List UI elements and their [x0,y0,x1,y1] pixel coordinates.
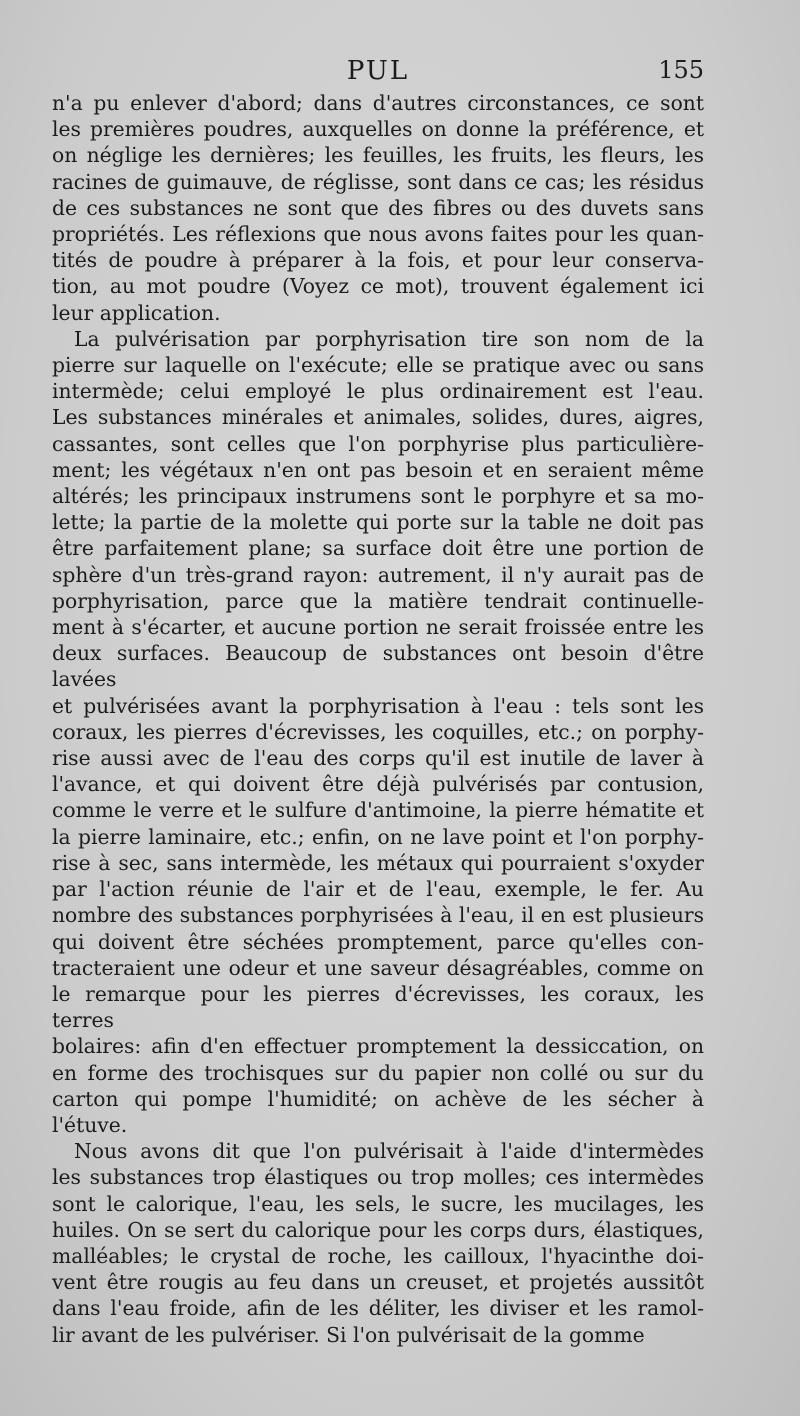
text-line: rise aussi avec de l'eau des corps qu'il est inutile de laver à [52,746,704,771]
text-line: carton qui pompe l'humidité; on achève de les sécher à [52,1086,704,1111]
text-line: tracteraient une odeur et une saveur désagréables, comme on [52,955,704,980]
text-line: racines de guimauve, de réglisse, sont dans ce cas; les résidus [52,169,704,194]
text-line: lette; la partie de la molette qui porte sur la table ne doit pas [52,510,704,535]
paragraph [52,1138,704,1348]
text-line: les premières poudres, auxquelles on donne la préférence, et [52,117,704,142]
text-line: tités de poudre à préparer à la fois, et pour leur conserva- [52,248,704,273]
text-line: vent être rougis au feu dans un creuset, et projetés aussitôt [52,1270,704,1295]
text-line: lir avant de les pulvériser. Si l'on pulvérisait de la gomme [52,1322,645,1347]
text-line: huiles. On se sert du calorique pour les corps durs, élastiques, [52,1217,704,1242]
text-line: malléables; le crystal de roche, les cailloux, l'hyacinthe doi- [52,1243,704,1268]
text-line: sont le calorique, l'eau, les sels, le sucre, les mucilages, les [52,1191,704,1216]
body-text [52,90,704,1348]
text-line: bolaires: afin d'en effectuer promptement la dessiccation, on [52,1034,704,1059]
running-head-title: PUL [346,56,410,86]
text-line: ment; les végétaux n'en ont pas besoin et en seraient même [52,457,704,482]
book-page [52,56,704,1348]
text-line: par l'action réunie de l'air et de l'eau, exemple, le fer. Au [52,877,704,902]
text-line: Les substances minérales et animales, solides, dures, aigres, [52,405,704,430]
text-line: en forme des trochisques sur du papier non collé ou sur du [52,1060,704,1085]
text-line: propriétés. Les réflexions que nous avons faites pour les quan- [52,222,704,247]
paragraph [52,90,704,326]
text-line: La pulvérisation par porphyrisation tire son nom de la [74,326,704,351]
text-line: et pulvérisées avant la porphyrisation à l'eau : tels sont les [52,693,704,718]
text-line: de ces substances ne sont que des fibres ou des duvets sans [52,195,704,220]
page-number: 155 [658,56,704,84]
text-line: dans l'eau froide, afin de les déliter, les diviser et les ramol- [52,1296,704,1321]
text-line: altérés; les principaux instrumens sont le porphyre et sa mo- [52,484,704,509]
text-line: la pierre laminaire, etc.; enfin, on ne lave point et l'on porphy- [52,824,704,849]
text-line: être parfaitement plane; sa surface doit être une portion de [52,536,704,561]
text-line: l'avance, et qui doivent être déjà pulvérisés par contusion, [52,772,704,797]
running-head [52,56,704,90]
text-line: sphère d'un très-grand rayon: autrement, il n'y aurait pas de [52,562,704,587]
text-line: comme le verre et le sulfure d'antimoine, la pierre hématite et [52,798,704,823]
text-line: leur application. [52,300,221,325]
text-line: les substances trop élastiques ou trop molles; ces intermèdes [52,1165,704,1190]
text-line: qui doivent être séchées promptement, parce qu'elles con- [52,929,704,954]
text-line: le remarque pour les pierres d'écrevisses, les coraux, les terres [52,981,704,1033]
text-line: nombre des substances porphyrisées à l'eau, il en est plusieurs [52,903,704,928]
text-line: porphyrisation, parce que la matière tendrait continuelle- [52,588,704,613]
text-line: deux surfaces. Beaucoup de substances ont besoin d'être lavées [52,641,704,692]
text-line: tion, au mot poudre (Voyez ce mot), trouvent également ici [52,274,704,299]
paragraph [52,326,704,1138]
text-line: intermède; celui employé le plus ordinairement est l'eau. [52,379,704,404]
text-line: pierre sur laquelle on l'exécute; elle se pratique avec ou sans [52,353,704,378]
text-line: Nous avons dit que l'on pulvérisait à l'aide d'intermèdes [74,1139,704,1164]
text-line: l'étuve. [52,1112,128,1137]
text-line: rise à sec, sans intermède, les métaux qui pourraient s'oxyder [52,850,704,875]
text-line: n'a pu enlever d'abord; dans d'autres circonstances, ce sont [52,91,704,115]
text-line: on néglige les dernières; les feuilles, les fruits, les fleurs, les [52,143,704,168]
text-line: ment à s'écarter, et aucune portion ne serait froissée entre les [52,615,704,640]
text-line: cassantes, sont celles que l'on porphyrise plus particulière- [52,431,704,456]
text-line: coraux, les pierres d'écrevisses, les coquilles, etc.; on porphy- [52,719,704,744]
